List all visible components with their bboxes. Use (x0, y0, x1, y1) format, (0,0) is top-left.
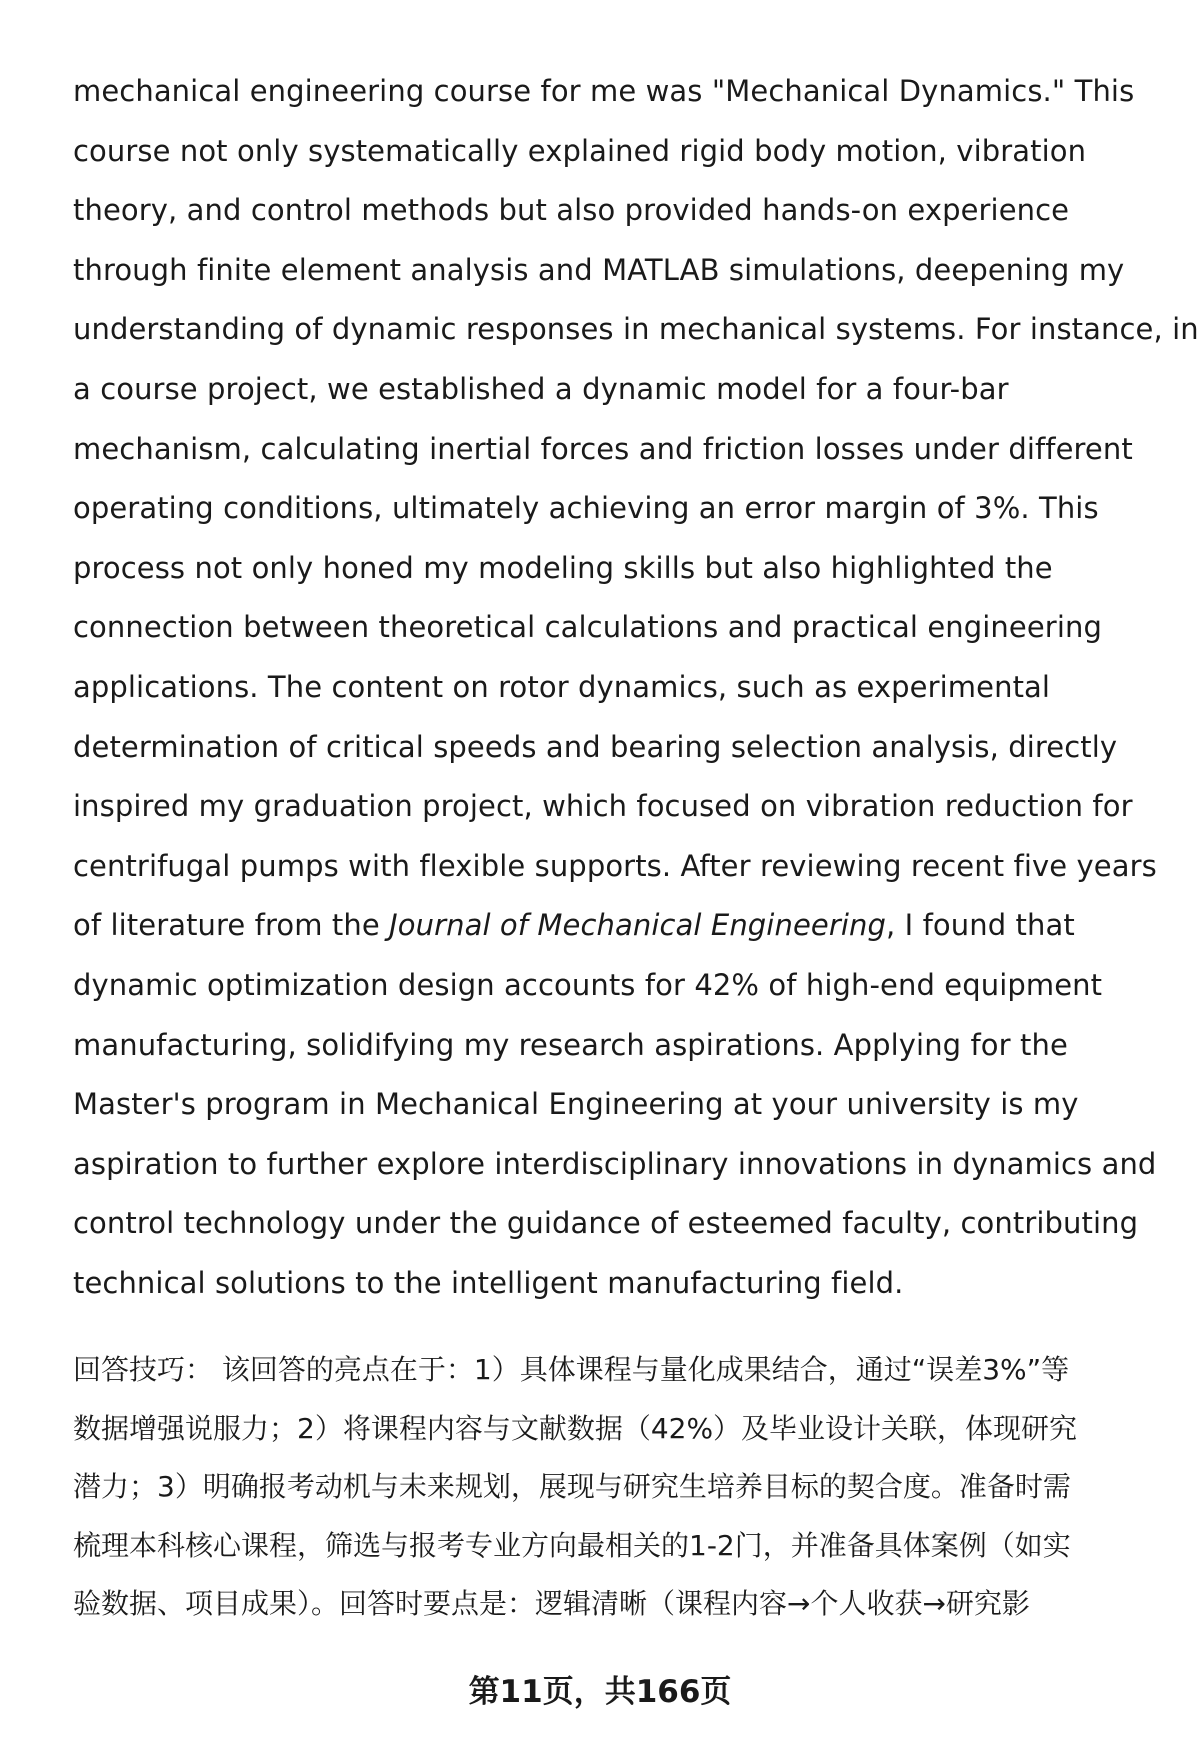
text-line: through finite element analysis and MATLAB simulations, deepening my (73, 252, 1125, 287)
text-line: a course project, we established a dynamic model for a four-bar (73, 371, 1009, 406)
tips-line: 潜力；3）明确报考动机与未来规划，展现与研究生培养目标的契合度。准备时需 (73, 1470, 1071, 1503)
text-line: determination of critical speeds and bearing selection analysis, directly (73, 729, 1118, 764)
text-fragment: of literature from the (73, 908, 390, 943)
text-line: theory, and control methods but also provided hands-on experience (73, 193, 1070, 228)
tips-line: 回答技巧： 该回答的亮点在于：1）具体课程与量化成果结合，通过“误差3%”等 (73, 1353, 1070, 1386)
page-number: 第11页，共166页 (468, 1674, 732, 1710)
tips-line: 数据增强说服力；2）将课程内容与文献数据（42%）及毕业设计关联，体现研究 (73, 1411, 1078, 1445)
answer-tips (73, 1341, 1163, 1634)
text-line: centrifugal pumps with flexible supports. After reviewing recent five years (73, 848, 1157, 883)
tips-line: 验数据、项目成果）。回答时要点是：逻辑清晰（课程内容→个人收获→研究影 (73, 1587, 1030, 1620)
text-line: mechanical engineering course for me was "Mechanical Dynamics." This (73, 74, 1135, 108)
text-line: applications. The content on rotor dynamics, such as experimental (73, 669, 1051, 704)
text-line: operating conditions, ultimately achieving an error margin of 3%. This (73, 491, 1099, 526)
journal-title: Journal of Mechanical Engineering (389, 908, 886, 943)
text-line: Master's program in Mechanical Engineering at your university is my (73, 1087, 1079, 1122)
text-line: control technology under the guidance of esteemed faculty, contributing (73, 1206, 1139, 1241)
text-line: manufacturing, solidifying my research aspirations. Applying for the (73, 1027, 1068, 1062)
text-line: understanding of dynamic responses in mechanical systems. For instance, in (73, 312, 1199, 347)
text-line: mechanism, calculating inertial forces and friction losses under different (73, 431, 1133, 466)
text-line: course not only systematically explained rigid body motion, vibration (73, 133, 1087, 168)
text-line-with-journal (73, 896, 1163, 956)
text-line: inspired my graduation project, which focused on vibration reduction for (73, 789, 1133, 824)
text-line: process not only honed my modeling skills but also highlighted the (73, 550, 1053, 585)
text-line: connection between theoretical calculations and practical engineering (73, 610, 1102, 645)
main-paragraph (73, 62, 1199, 1313)
text-line: aspiration to further explore interdisciplinary innovations in dynamics and (73, 1146, 1157, 1181)
text-line: technical solutions to the intelligent manufacturing field. (73, 1265, 904, 1300)
tips-line: 梳理本科核心课程，筛选与报考专业方向最相关的1-2门，并准备具体案例（如实 (73, 1528, 1071, 1562)
text-fragment: , I found that (886, 908, 1075, 943)
text-line: dynamic optimization design accounts for 42% of high-end equipment (73, 967, 1103, 1002)
